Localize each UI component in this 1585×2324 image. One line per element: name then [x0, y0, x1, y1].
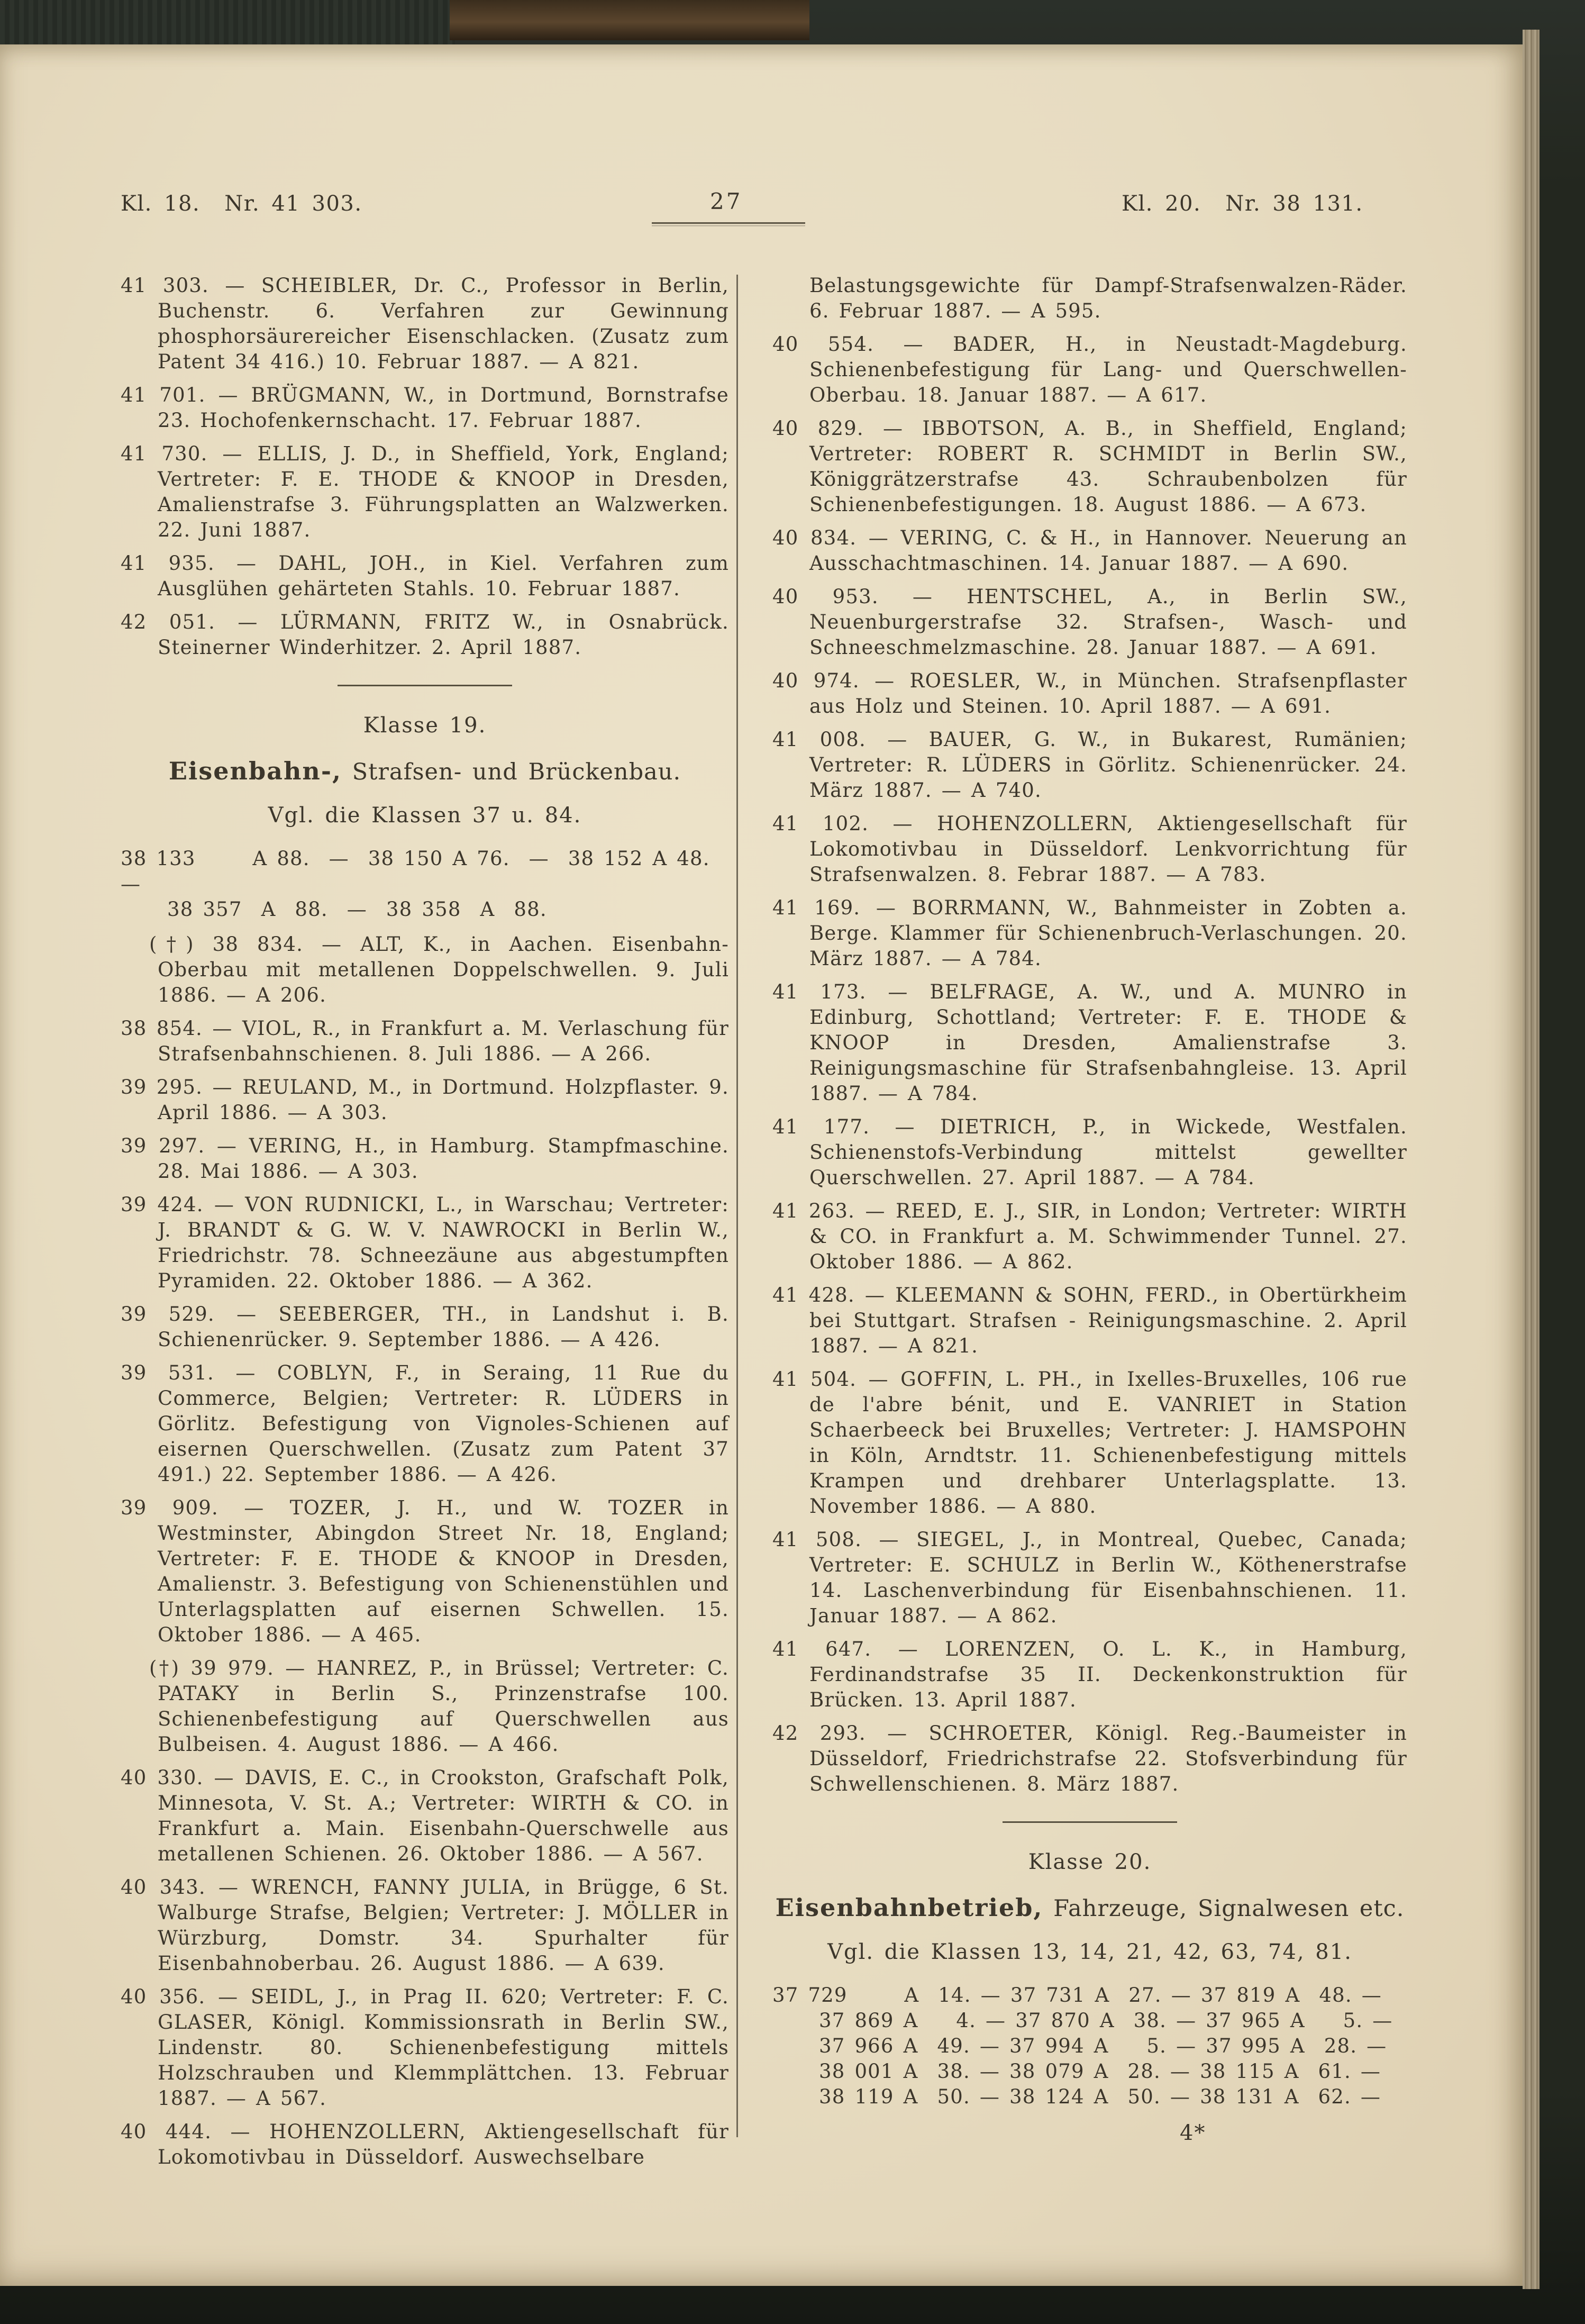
class-section-heading: [121, 685, 729, 828]
patent-entry: 39 424. — VON RUDNICKI, L., in Warschau; Vertreter: J. BRANDT & G. W. V. NAWROCKI in Berlin W., Friedrichstr. 78. Schneezäune aus abgestumpften Pyramiden. 22. Oktober 1886. — A 362.: [121, 1193, 729, 1292]
patent-entry: 40 330. — DAVIS, E. C., in Crookston, Grafschaft Polk, Minnesota, V. St. A.; Vertreter: WIRTH & CO. in Frankfurt a. Main. Eisenbahn-Querschwelle aus metallenen Schienen. 26. Oktober 1886. — A 567.: [121, 1766, 729, 1865]
patent-number: 41 504.: [772, 1368, 857, 1391]
section-title: Eisenbahnbetrieb, Fahrzeuge, Signalwesen etc.: [775, 1893, 1405, 1922]
patent-number: 41 177.: [772, 1115, 870, 1138]
patent-entry: 41 701. — BRÜGMANN, W., in Dortmund, Bornstrafse 23. Hochofenkernschacht. 17. Februar 1887.: [121, 384, 729, 432]
patent-entry: 39 529. — SEEBERGER, TH., in Landshut i. B. Schienenrücker. 9. September 1886. — A 426.: [121, 1303, 729, 1351]
patent-entry: 41 102. — HOHENZOLLERN, Aktiengesellschaft für Lokomotivbau in Düsseldorf. Lenkvorrichtung für Strafsenwalzen. 8. Febrar 1887. — A 783.: [772, 812, 1407, 886]
patent-number: 38 834.: [212, 933, 304, 956]
header-right-number: Nr. 38 131.: [1225, 192, 1363, 216]
patent-entry: 40 974. — ROESLER, W., in München. Strafsenpflaster aus Holz und Steinen. 10. April 1887. — A 691.: [772, 669, 1407, 718]
patent-number: 40 834.: [772, 526, 857, 549]
header-left: [121, 192, 362, 216]
patent-number: 39 979.: [190, 1657, 275, 1680]
patent-entry: 41 428. — KLEEMANN & SOHN, FERD., in Obertürkheim bei Stuttgart. Strafsen - Reinigungsmaschine. 2. April 1887. — A 821.: [772, 1284, 1407, 1357]
header-left-class: Kl. 18.: [121, 192, 201, 216]
number-list-line: 37 966 A 49. — 37 994 A 5. — 37 995 A 28. —: [819, 2035, 1387, 2057]
klasse-label: Klasse 19.: [363, 713, 487, 738]
patent-entry: 41 177. — DIETRICH, P., in Wickede, Westfalen. Schienenstofs-Verbindung mittelst gewellter Querschwellen. 27. April 1887. — A 784.: [772, 1115, 1407, 1189]
right-column: [772, 273, 1407, 2146]
patent-entry: 39 531. — COBLYN, F., in Seraing, 11 Rue du Commerce, Belgien; Vertreter: R. LÜDERS in Görlitz. Befestigung von Vignoles-Schienen auf eisernen Querschwellen. (Zusatz zum Patent 37 491.) 22. September 1886. — A 426.: [121, 1361, 729, 1486]
patent-entry: 40 343. — WRENCH, FANNY JULIA, in Brügge, 6 St. Walburge Strafse, Belgien; Vertreter: J. MÖLLER in Würzburg, Domstr. 34. Spurhalter für Eisenbahnoberbau. 26. August 1886. — A 639.: [121, 1876, 729, 1975]
patent-entry: 41 504. — GOFFIN, L. PH., in Ixelles-Bruxelles, 106 rue de l'abre bénit, und E. VANRIET in Station Schaerbeeck bei Bruxelles; Vertreter: J. HAMSPOHN in Köln, Arndtstr. 11. Schienenbefestigung mittels Krampen und drehbarer Unterlagsplatte. 13. November 1886. — A 880.: [772, 1368, 1407, 1518]
number-list-line: 38 119 A 50. — 38 124 A 50. — 38 131 A 62. —: [819, 2085, 1381, 2108]
left-column: [121, 273, 729, 2178]
patent-entry: 41 647. — LORENZEN, O. L. K., in Hamburg, Ferdinandstrafse 35 II. Deckenkonstruktion für Brücken. 13. April 1887.: [772, 1638, 1407, 1711]
patent-number: 41 169.: [772, 896, 861, 919]
number-list-line: 38 133 A 88. — 38 150 A 76. — 38 152 A 48. —: [121, 847, 719, 895]
patent-number: 41 173.: [772, 981, 867, 1003]
patent-number: 41 303.: [121, 274, 209, 297]
patent-entry: 41 508. — SIEGEL, J., in Montreal, Quebec, Canada; Vertreter: E. SCHULZ in Berlin W., Köthenerstrafse 14. Laschenverbindung für Eisenbahnschienen. 11. Januar 1887. — A 862.: [772, 1528, 1407, 1627]
patent-entry: 40 953. — HENTSCHEL, A., in Berlin SW., Neuenburgerstrafse 32. Strafsen-, Wasch- und Schneeschmelzmaschine. 28. Januar 1887. — A 691.: [772, 585, 1407, 659]
section-rule: [1003, 1821, 1177, 1823]
section-title: Eisenbahn-, Strafsen- und Brückenbau.: [168, 757, 681, 785]
patent-entry: 39 295. — REULAND, M., in Dortmund. Holzpflaster. 9. April 1886. — A 303.: [121, 1076, 729, 1124]
header-right: [1122, 192, 1363, 216]
patent-entry: 41 173. — BELFRAGE, A. W., und A. MUNRO in Edinburg, Schottland; Vertreter: F. E. THODE & KNOOP in Dresden, Amalienstrafse 3. Reinigungsmaschine für Strafsenbahngleise. 13. April 1887. — A 784.: [772, 981, 1407, 1105]
patent-number: 41 647.: [772, 1638, 872, 1660]
patent-entry: 41 730. — ELLIS, J. D., in Sheffield, York, England; Vertreter: F. E. THODE & KNOOP in Dresden, Amalienstrafse 3. Führungsplatten an Walzwerken. 22. Juni 1887.: [121, 442, 729, 541]
patent-entry: 39 297. — VERING, H., in Hamburg. Stampfmaschine. 28. Mai 1886. — A 303.: [121, 1134, 729, 1183]
patent-number: 41 008.: [772, 728, 866, 751]
book-cover-top: [0, 0, 455, 46]
patent-number-list: [121, 846, 729, 922]
patent-number: 39 295.: [121, 1076, 203, 1099]
patent-number: 39 424.: [121, 1193, 204, 1216]
patent-entry: 41 008. — BAUER, G. W., in Bukarest, Rumänien; Vertreter: R. LÜDERS in Görlitz. Schienenrücker. 24. März 1887. — A 740.: [772, 728, 1407, 802]
patent-number: 39 909.: [121, 1496, 218, 1519]
number-list-line: 38 357 A 88. — 38 358 A 88.: [167, 898, 547, 921]
patent-number: 41 428.: [772, 1284, 855, 1306]
entry-continuation: Belastungsgewichte für Dampf-Strafsenwalzen-Räder. 6. Februar 1887. — A 595.: [809, 274, 1407, 322]
dagger-mark: (†): [149, 1657, 191, 1680]
patent-number: 40 343.: [121, 1876, 206, 1899]
patent-entry: (†) 38 834. — ALT, K., in Aachen. Eisenbahn-Oberbau mit metallenen Doppelschwellen. 9. Juli 1886. — A 206.: [149, 933, 729, 1006]
patent-entry: 41 935. — DAHL, JOH., in Kiel. Verfahren zum Ausglühen gehärteten Stahls. 10. Februar 1887.: [121, 552, 729, 600]
patent-entry: 42 051. — LÜRMANN, FRITZ W., in Osnabrück. Steinerner Winderhitzer. 2. April 1887.: [121, 611, 729, 659]
section-title-bold: Eisenbahn-,: [168, 757, 342, 785]
patent-number: 40 356.: [121, 1985, 206, 2008]
patent-number: 41 730.: [121, 442, 208, 465]
klasse-label: Klasse 20.: [1028, 1850, 1152, 1874]
patent-number: 42 051.: [121, 611, 216, 633]
patent-number: 39 529.: [121, 1303, 215, 1326]
patent-number: 40 953.: [772, 585, 879, 608]
patent-entry: 42 293. — SCHROETER, Königl. Reg.-Baumeister in Düsseldorf, Friedrichstrafse 22. Stofsverbindung für Schwellenschienen. 8. März 1887.: [772, 1722, 1407, 1795]
patent-entry: 41 303. — SCHEIBLER, Dr. C., Professor in Berlin, Buchenstr. 6. Verfahren zur Gewinnung phosphorsäurereicher Eisenschlacken. (Zusatz zum Patent 34 416.) 10. Februar 1887. — A 821.: [121, 274, 729, 373]
book-spine-edge: [450, 0, 809, 40]
patent-entry: 40 444. — HOHENZOLLERN, Aktiengesellschaft für Lokomotivbau in Düsseldorf. Auswechselbare: [121, 2120, 729, 2168]
dagger-mark: (†): [149, 933, 213, 956]
page-number: 27: [710, 188, 743, 214]
patent-entry: 40 829. — IBBOTSON, A. B., in Sheffield, England; Vertreter: ROBERT R. SCHMIDT in Berlin SW., Königgrätzerstrafse 43. Schraubenbolzen für Schienenbefestigungen. 18. August 1886. — A 673.: [772, 417, 1407, 516]
patent-number: 40 829.: [772, 417, 864, 440]
class-section-heading: [772, 1821, 1407, 1965]
patent-number: 40 444.: [121, 2120, 212, 2143]
patent-entry: 39 909. — TOZER, J. H., und W. TOZER in Westminster, Abingdon Street Nr. 18, England; Vertreter: F. E. THODE & KNOOP in Dresden, Amalienstr. 3. Befestigung von Schienenstühlen und Unterlagsplatten auf eisernen Schwellen. 15. Oktober 1886. — A 465.: [121, 1496, 729, 1646]
page-edge-strip: [1523, 30, 1540, 2289]
patent-number: 41 508.: [772, 1528, 862, 1551]
cross-reference-line: Vgl. die Klassen 37 u. 84.: [268, 803, 582, 828]
number-list-line: 37 729 A 14. — 37 731 A 27. — 37 819 A 48. —: [772, 1984, 1382, 2007]
patent-number: 41 701.: [121, 384, 206, 406]
patent-entry: (†) 39 979. — HANREZ, P., in Brüssel; Vertreter: C. PATAKY in Berlin S., Prinzenstrafse 100. Schienenbefestigung auf Querschwellen aus Bulbeisen. 4. August 1886. — A 466.: [149, 1657, 729, 1756]
patent-number: 40 554.: [772, 333, 875, 356]
page-number-rule: [652, 222, 805, 224]
patent-entry: 40 834. — VERING, C. & H., in Hannover. Neuerung an Ausschachtmaschinen. 14. Januar 1887. — A 690.: [772, 526, 1407, 575]
signature-mark: 4*: [1180, 2121, 1206, 2145]
patent-number: 41 102.: [772, 812, 869, 835]
patent-number: 40 974.: [772, 669, 860, 692]
patent-number: 41 935.: [121, 552, 215, 575]
patent-number: 42 293.: [772, 1722, 866, 1745]
patent-entry: 40 554. — BADER, H., in Neustadt-Magdeburg. Schienenbefestigung für Lang- und Querschwellen-Oberbau. 18. Januar 1887. — A 617.: [772, 333, 1407, 406]
cross-reference-line: Vgl. die Klassen 13, 14, 21, 42, 63, 74, 81.: [827, 1940, 1352, 1964]
patent-number: 39 297.: [121, 1134, 205, 1157]
patent-number: 39 531.: [121, 1361, 215, 1384]
patent-number: 40 330.: [121, 1766, 204, 1789]
section-rule: [338, 685, 512, 686]
patent-entry: 38 854. — VIOL, R., in Frankfurt a. M. Verlaschung für Strafsenbahnschienen. 8. Juli 1886. — A 266.: [121, 1017, 729, 1065]
number-list-line: 38 001 A 38. — 38 079 A 28. — 38 115 A 61. —: [819, 2060, 1381, 2083]
patent-number: 38 854.: [121, 1017, 203, 1040]
column-divider: [736, 275, 738, 2137]
page: [0, 44, 1523, 2286]
patent-entry: 41 263. — REED, E. J., SIR, in London; Vertreter: WIRTH & CO. in Frankfurt a. M. Schwimmender Tunnel. 27. Oktober 1886. — A 862.: [772, 1200, 1407, 1273]
patent-entry: 41 169. — BORRMANN, W., Bahnmeister in Zobten a. Berge. Klammer für Schienenbruch-Verlaschungen. 20. März 1887. — A 784.: [772, 896, 1407, 970]
section-title-bold: Eisenbahnbetrieb,: [775, 1893, 1043, 1922]
number-list-line: 37 869 A 4. — 37 870 A 38. — 37 965 A 5. —: [819, 2009, 1393, 2032]
header-left-number: Nr. 41 303.: [224, 192, 362, 216]
patent-number-list: [772, 1983, 1407, 2110]
header-right-class: Kl. 20.: [1122, 192, 1201, 216]
patent-entry: 40 356. — SEIDL, J., in Prag II. 620; Vertreter: F. C. GLASER, Königl. Kommissionsrath in Berlin SW., Lindenstr. 80. Schienenbefestigung mittels Holzschrauben und Klemmplättchen. 13. Februar 1887. — A 567.: [121, 1985, 729, 2110]
patent-number: 41 263.: [772, 1200, 855, 1222]
